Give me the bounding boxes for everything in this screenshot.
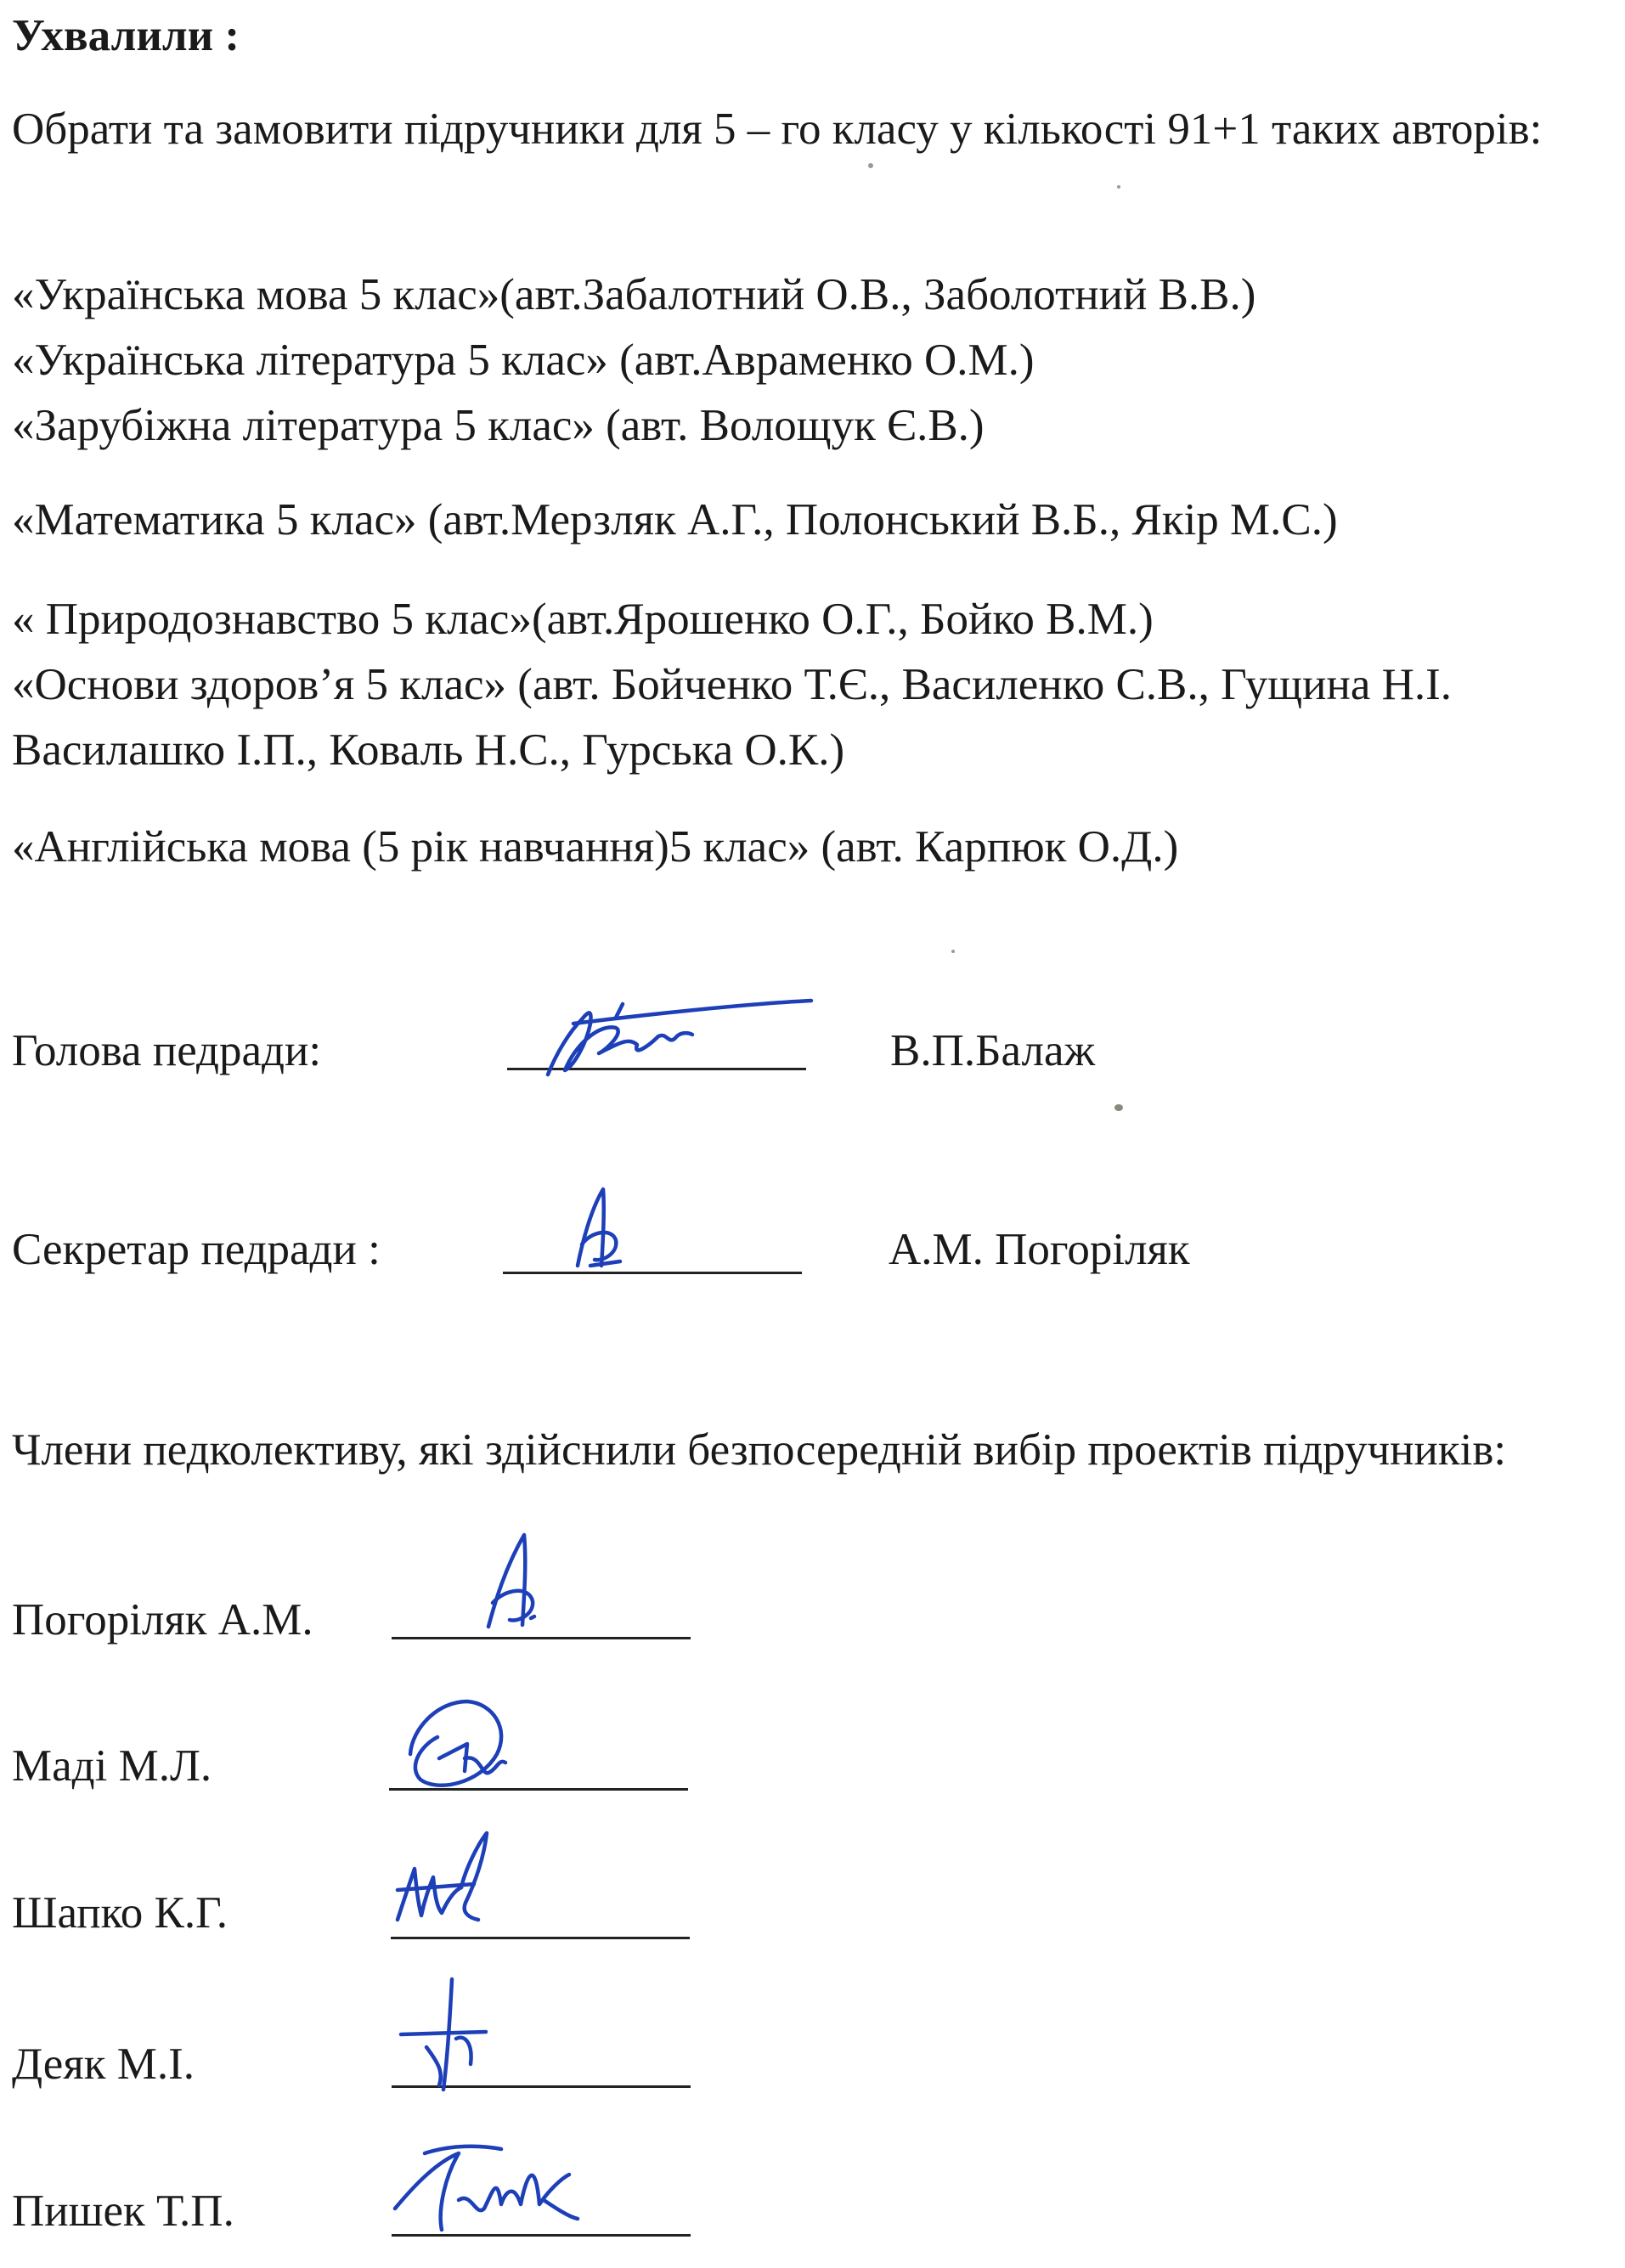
intro-paragraph: Обрати та замовити підручники для 5 – го класу у кількості 91+1 таких авторів: xyxy=(12,104,1543,154)
signature-balazh-icon xyxy=(522,985,828,1087)
book-item: «Українська література 5 клас» (авт.Авраменко О.М.) xyxy=(12,336,1035,385)
official-role: Секретар педради : xyxy=(12,1225,381,1274)
scan-speck xyxy=(1117,185,1120,189)
signature-pyshek-icon xyxy=(378,2124,599,2251)
book-item: «Українська мова 5 клас»(авт.Забалотний О.В., Заболотний В.В.) xyxy=(12,270,1256,319)
book-item: «Основи здоров’я 5 клас» (авт. Бойченко Т.Є., Василенко С.В., Гущина Н.І. xyxy=(12,660,1453,709)
official-name: В.П.Балаж xyxy=(890,1026,1096,1075)
member-name: Маді М.Л. xyxy=(12,1741,212,1791)
official-role: Голова педради: xyxy=(12,1026,322,1075)
signature-shapko-icon xyxy=(381,1818,525,1945)
heading: Ухвалили : xyxy=(12,11,240,60)
signature-madi-icon xyxy=(387,1678,548,1797)
book-item: «Англійська мова (5 рік навчання)5 клас» (авт. Карпюк О.Д.) xyxy=(12,822,1179,872)
member-name: Шапко К.Г. xyxy=(12,1888,228,1938)
book-item: «Зарубіжна література 5 клас» (авт. Волощук Є.В.) xyxy=(12,401,985,450)
member-name: Деяк М.І. xyxy=(12,2040,195,2089)
signature-pohoriliak-icon xyxy=(471,1525,565,1635)
book-item: « Природознавство 5 клас»(авт.Ярошенко О.Г., Бойко В.М.) xyxy=(12,595,1154,644)
members-intro: Члени педколективу, які здійснили безпосередній вибір проектів підручників: xyxy=(12,1425,1507,1475)
scan-speck xyxy=(951,950,955,953)
signature-deiak-icon xyxy=(392,1971,511,2098)
scan-speck xyxy=(1114,1104,1123,1111)
member-name: Пишек Т.П. xyxy=(12,2186,234,2236)
book-item: «Математика 5 клас» (авт.Мерзляк А.Г., Полонський В.Б., Якір М.С.) xyxy=(12,495,1338,544)
signature-pohoriliak-icon xyxy=(552,1176,654,1274)
book-item-continued: Василашко І.П., Коваль Н.С., Гурська О.К.) xyxy=(12,725,845,775)
member-name: Погоріляк А.М. xyxy=(12,1595,313,1645)
signature-line xyxy=(392,1637,691,1639)
scan-speck xyxy=(868,163,873,168)
official-name: А.М. Погоріляк xyxy=(889,1225,1190,1274)
